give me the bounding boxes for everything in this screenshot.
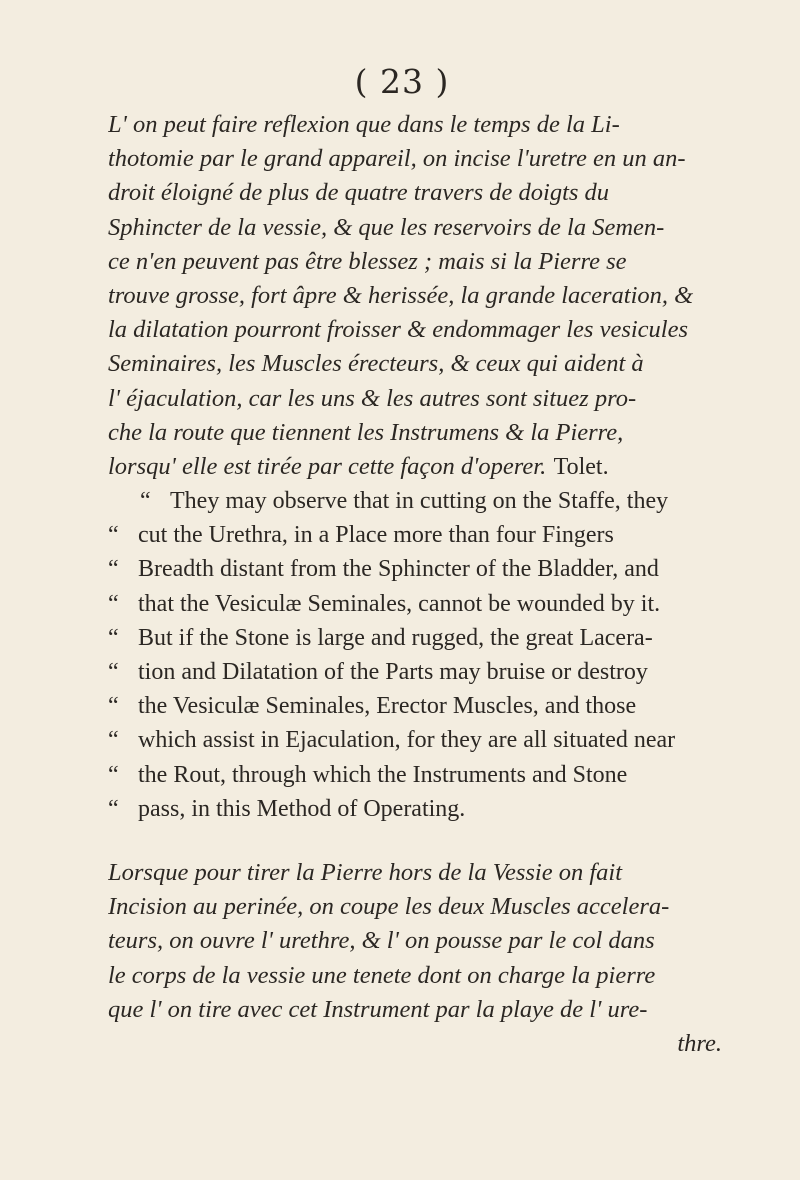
- text-line: thotomie par le grand appareil, on incise l'uretre en un an-: [108, 145, 686, 173]
- text-line: teurs, on ouvre l' urethre, & l' on pousse par le col dans: [108, 927, 655, 955]
- text-line: L' on peut faire reflexion que dans le temps de la Li-: [108, 111, 620, 138]
- text-line: trouve grosse, fort âpre & herissée, la grande laceration, &: [108, 281, 694, 309]
- attribution: Tolet.: [553, 453, 609, 480]
- quoted-text: that the Vesiculæ Seminales, cannot be wounded by it.: [138, 590, 661, 617]
- quoted-text: which assist in Ejaculation, for they are all situated near: [138, 727, 676, 754]
- text-line: Sphincter de la vessie, & que les reservoirs de la Semen-: [108, 213, 665, 241]
- page-number: ( 23 ): [354, 62, 450, 101]
- quoted-line: [108, 484, 722, 518]
- quoted-line: [108, 655, 722, 689]
- quoted-line: [108, 552, 722, 586]
- paragraph-gap: [108, 826, 722, 856]
- text-line: thre.: [677, 1029, 722, 1057]
- quoted-line: [108, 518, 722, 552]
- text-line: che la route que tiennent les Instrumens & la Pierre,: [108, 418, 624, 446]
- quote-mark: “: [108, 659, 119, 685]
- quote-mark: “: [108, 761, 119, 788]
- text-line: que l' on tire avec cet Instrument par la playe de l' ure-: [108, 995, 648, 1023]
- quoted-line: [108, 689, 722, 723]
- quoted-text: tion and Dilatation of the Parts may bruise or destroy: [138, 659, 648, 685]
- quoted-line: [108, 758, 722, 792]
- text-line: Lorsque pour tirer la Pierre hors de la Vessie on fait: [108, 858, 623, 886]
- quote-mark: “: [108, 727, 119, 754]
- text-line: le corps de la vessie une tenete dont on charge la pierre: [108, 961, 656, 989]
- quoted-line: [108, 587, 722, 621]
- quoted-text: pass, in this Method of Operating.: [138, 795, 466, 822]
- french-paragraph-1: [108, 108, 722, 484]
- text-line: l' éjaculation, car les uns & les autres sont situez pro-: [108, 384, 637, 412]
- quote-mark: “: [108, 522, 119, 549]
- quoted-text: But if the Stone is large and rugged, the great Lacera-: [138, 624, 653, 651]
- quoted-line: [108, 621, 722, 655]
- text-line-with-attribution: [108, 450, 722, 484]
- quote-mark: “: [108, 693, 119, 720]
- quote-mark: “: [108, 590, 119, 617]
- quoted-text: the Rout, through which the Instruments and Stone: [138, 761, 628, 788]
- quote-mark: “: [108, 556, 119, 583]
- quote-mark: “: [108, 795, 119, 822]
- text-line: Incision au perinée, on coupe les deux Muscles accelera-: [108, 893, 670, 921]
- text-line: lorsqu' elle est tirée par cette façon d'operer.: [108, 452, 547, 480]
- quoted-text: cut the Urethra, in a Place more than four Fingers: [138, 522, 614, 549]
- quoted-line: [108, 792, 722, 826]
- english-paragraph: [108, 484, 722, 826]
- french-paragraph-2: [108, 856, 722, 1061]
- text-line: la dilatation pourront froisser & endommager les vesicules: [108, 316, 689, 344]
- text-line: Seminaires, les Muscles érecteurs, & ceux qui aident à: [108, 350, 644, 378]
- quote-mark: “: [140, 488, 151, 515]
- quote-mark: “: [108, 624, 119, 651]
- text-line: ce n'en peuvent pas être blessez ; mais si la Pierre se: [108, 247, 627, 275]
- quoted-line: [108, 723, 722, 757]
- quoted-text: Breadth distant from the Sphincter of the Bladder, and: [138, 556, 659, 583]
- quoted-text: the Vesiculæ Seminales, Erector Muscles, and those: [138, 693, 637, 720]
- quoted-text: They may observe that in cutting on the Staffe, they: [170, 488, 669, 515]
- text-line: droit éloigné de plus de quatre travers de doigts du: [108, 179, 610, 207]
